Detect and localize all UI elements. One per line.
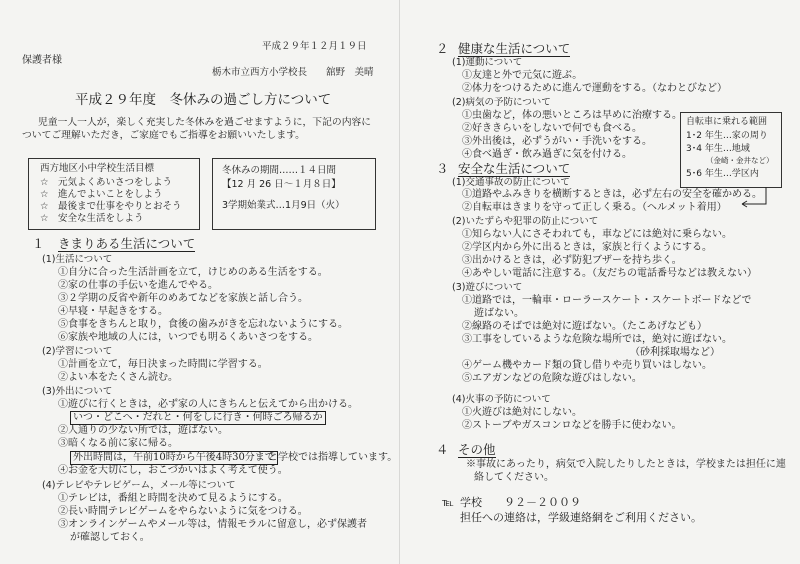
list-item: ④早寝・早起きをする。: [58, 306, 168, 317]
list-item: ②よい本をたくさん読む。: [58, 372, 178, 383]
list-item: ②長い時間テレビゲームをやらないように気をつける。: [58, 506, 308, 517]
section-title: 安全な生活について: [458, 161, 571, 176]
bike-range-title: 自転車に乗れる範囲: [686, 117, 768, 127]
issue-date: 平成２９年１２月１９日: [262, 41, 367, 52]
list-item: ②自転車はきまりを守って正しく乗る。（ヘルメット着用）: [462, 202, 727, 213]
outing-hours-note: と学校では指導しています。: [268, 452, 398, 463]
list-item: ③暗くなる前に家に帰る。: [58, 438, 178, 449]
goal-item: ☆ 安全な生活をしよう: [40, 213, 144, 224]
goals-title: 西方地区小中学校生活目標: [40, 163, 155, 174]
list-item: ④ゲーム機やカード類の貸し借りや売り買いはしない。: [462, 360, 712, 371]
school-phone: 学校 ９２－２００９: [460, 496, 581, 509]
center-fold: [399, 0, 400, 564]
list-item: ⑤食事をきちんと取り，食後の歯みがきを忘れないようにする。: [58, 319, 348, 330]
list-item: ③外出後は，必ずうがい・手洗いをする。: [462, 136, 652, 147]
section-number: ３: [436, 161, 449, 176]
list-item: ③工事をしているような危険な場所では，絶対に遊ばない。: [462, 334, 732, 345]
outing-checklist: いつ・どこへ・だれと・何をしに行き・何時ごろ帰るか: [70, 411, 326, 425]
subsection-title: (2)いたずらや犯罪の防止について: [452, 216, 599, 227]
list-item: ①火遊びは絶対にしない。: [462, 407, 582, 418]
list-item: ①道路やふみきりを横断するときは，必ず左右の安全を確かめる。: [462, 189, 762, 200]
list-item: ③出かけるときは，必ず防犯ブザーを持ち歩く。: [462, 255, 682, 266]
subsection-title: (3)遊びについて: [452, 282, 523, 293]
bike-range-item: 5･6 年生…学区内: [686, 169, 759, 179]
list-item: ②家の仕事の手伝いを進んでやる。: [58, 280, 218, 291]
list-item: が確認しておく。: [70, 532, 150, 543]
outing-hours: 外出時間は，午前10時から午後4時30分まで: [70, 451, 278, 465]
subsection-title: (4)火事の予防について: [452, 394, 551, 405]
contact-note: 担任への連絡は，学級連絡網をご利用ください。: [460, 511, 702, 524]
section-number: １: [32, 236, 45, 251]
list-item: ④あやしい電話に注意する。（友だちの電話番号などは教えない）: [462, 268, 757, 279]
period-line: 冬休みの期間……１４日間: [222, 165, 337, 176]
subsection-title: (1)生活について: [42, 254, 113, 265]
subsection-title: (1)運動について: [452, 57, 523, 68]
list-item: ②好ききらいをしないで何でも食べる。: [462, 123, 642, 134]
intro-line-1: 児童一人一人が，楽しく充実した冬休みを過ごせますように，下記の内容に: [38, 117, 372, 128]
subsection-title: (2)病気の予防について: [452, 97, 551, 108]
bike-rule-arrow-icon: [736, 186, 776, 212]
section-number: ４: [436, 442, 449, 457]
period-dates: 【12 月 26 日～１月８日】: [222, 179, 341, 190]
section-title: その他: [458, 442, 496, 457]
list-item: 遊ばない。: [474, 308, 524, 319]
list-item: ②体力をつけるために進んで運動をする。（なわとびなど）: [462, 83, 727, 94]
subsection-title: (2)学習について: [42, 346, 113, 357]
section-title: きまりある生活について: [58, 236, 196, 251]
telephone-icon: ℡: [442, 496, 454, 509]
list-item: ①道路では，一輪車・ローラースケート・スケートボードなどで: [462, 295, 752, 306]
section-title: 健康な生活について: [458, 41, 571, 56]
intro-line-2: ついてご理解いただき，ご家庭でもご指導をお願いいたします。: [22, 130, 305, 141]
bike-range-note: （金崎・金井など）: [706, 156, 774, 165]
list-item: ③オンラインゲームやメール等は，情報モラルに留意し，必ず保護者: [58, 519, 367, 530]
list-item: ②ストーブやガスコンロなどを勝手に使わない。: [462, 420, 682, 431]
list-item: ⑥家族や地域の人には，いつでも明るくあいさつをする。: [58, 332, 318, 343]
list-item: ①知らない人にさそわれても，車などには絶対に乗らない。: [462, 229, 732, 240]
list-item: （砂利採取場など）: [630, 347, 720, 358]
list-item: ①自分に合った生活計画を立て，けじめのある生活をする。: [58, 267, 328, 278]
list-item: ①遊びに行くときは，必ず家の人にきちんと伝えてから出かける。: [58, 399, 358, 410]
other-note: ※事故にあったり，病気で入院したりしたときは，学校または担任に連: [466, 459, 786, 470]
list-item: ②人通りの少ない所では，遊ばない。: [58, 425, 228, 436]
list-item: ⑤エアガンなどの危険な遊びはしない。: [462, 373, 642, 384]
list-item: ①テレビは，番組と時間を決めて見るようにする。: [58, 493, 288, 504]
list-item: ②学区内から外に出るときは，家族と行くようにする。: [462, 242, 712, 253]
recipient: 保護者様: [22, 55, 62, 66]
sender: 栃木市立西方小学校長 舘野 美晴: [212, 67, 374, 78]
list-item: ①虫歯など，体の悪いところは早めに治療する。: [462, 110, 682, 121]
goal-item: ☆ 元気よくあいさつをしよう: [40, 177, 173, 188]
list-item: ③２学期の反省や新年のめあてなどを家族と話し合う。: [58, 293, 308, 304]
bike-range-item: 3･4 年生…地域: [686, 144, 750, 154]
subsection-title: (1)交通事故の防止について: [452, 177, 570, 188]
goal-item: ☆ 最後まで仕事をやりとおそう: [40, 201, 182, 212]
list-item: ④食べ過ぎ・飲み過ぎに気を付ける。: [462, 149, 632, 160]
list-item: ①計画を立て，毎日決まった時間に学習する。: [58, 359, 268, 370]
goal-item: ☆ 進んでよいことをしよう: [40, 189, 163, 200]
other-note: 絡してください。: [474, 472, 554, 483]
section-number: ２: [436, 41, 449, 56]
list-item: ②線路のそばでは絶対に遊ばない。（たこあげなども）: [462, 321, 707, 332]
term-start: 3学期始業式…1月9日（火）: [222, 200, 345, 211]
list-item: ①友達と外で元気に遊ぶ。: [462, 70, 583, 81]
subsection-title: (3)外出について: [42, 386, 113, 397]
subsection-title: (4)テレビやテレビゲーム，メール等について: [42, 480, 236, 491]
document-title: 平成２９年度 冬休みの過ごし方について: [75, 92, 332, 108]
bike-range-item: 1･2 年生…家の周り: [686, 131, 768, 141]
list-item: ④お金を大切にし，おこづかいはよく考えて使う。: [58, 465, 288, 476]
